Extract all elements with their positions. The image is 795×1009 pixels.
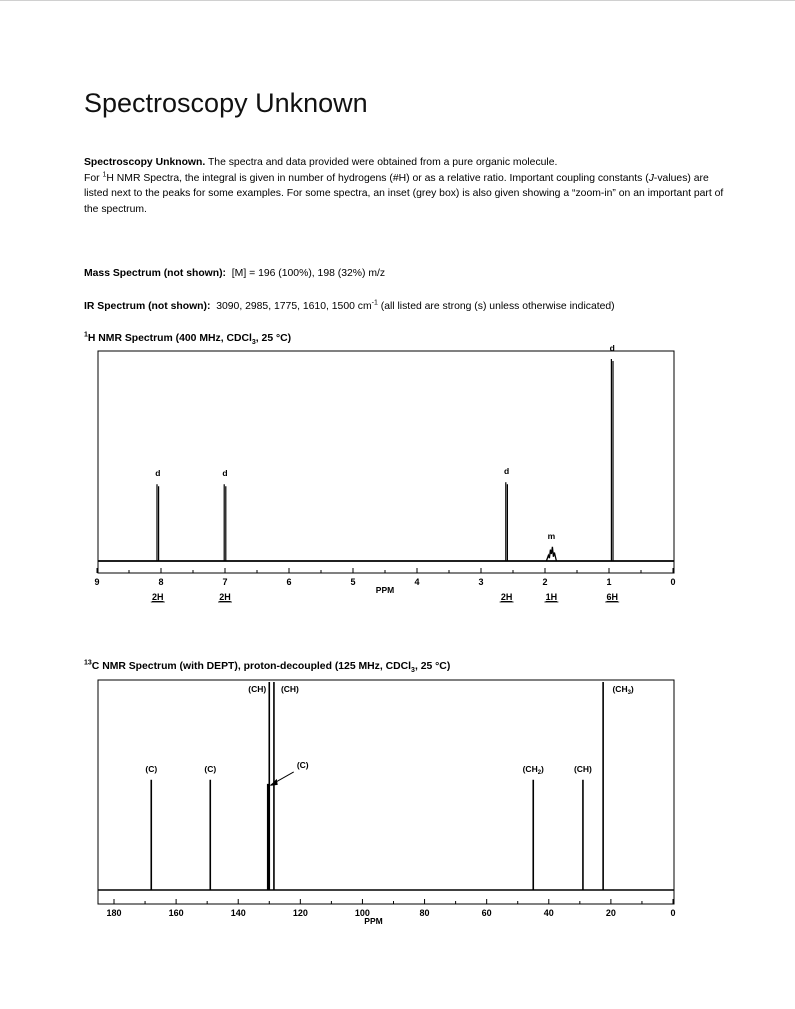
hnmr-tick-label: 9 [94, 577, 100, 587]
hnmr-tick-label: 6 [286, 577, 292, 587]
ir-unit-sup: -1 [371, 299, 378, 307]
cnmr-heading-post: , 25 °C) [414, 661, 451, 672]
hnmr-multiplicity-label: d [503, 466, 510, 477]
cnmr-heading-sub: 3 [411, 667, 415, 675]
intro-text-2a: For [84, 172, 103, 184]
cnmr-dept-label: (C) [204, 763, 217, 774]
hnmr-multiplicity-label: d [222, 468, 228, 479]
hnmr-tick-label: 7 [222, 577, 228, 587]
cnmr-dept-label: (CH) [248, 684, 267, 694]
hnmr-tick-label: 0 [670, 577, 676, 587]
cnmr-dept-label: (C) [145, 763, 158, 774]
cnmr-tick-label: 40 [543, 908, 554, 918]
cnmr-dept-label: (CH) [573, 763, 592, 774]
cnmr-dept-label: $(CH_3)$ [612, 684, 634, 696]
cnmr-tick-label: 120 [292, 908, 308, 918]
cnmr-heading-text: C NMR Spectrum (with DEPT), proton-decoupled (125 MHz, CDCl [91, 661, 412, 672]
hnmr-heading-post: , 25 °C) [255, 333, 292, 344]
mass-label: Mass Spectrum (not shown): [84, 268, 227, 279]
hnmr-integral-label: 2H [500, 592, 513, 602]
ir-note: (all listed are strong (s) unless otherwise indicated) [377, 301, 615, 312]
cnmr-tick-label: 0 [670, 908, 676, 918]
mass-spectrum-line [84, 268, 385, 279]
cnmr-xlabel: PPM [364, 916, 383, 926]
top-divider [0, 0, 795, 1]
hnmr-plot-frame [98, 351, 674, 573]
hnmr-tick-label: 1 [606, 577, 612, 587]
cnmr-tick-label: 140 [230, 908, 246, 918]
cnmr-tick-label: 80 [419, 908, 430, 918]
ir-label: IR Spectrum (not shown): [84, 301, 211, 312]
hnmr-xlabel: PPM [375, 585, 395, 595]
intro-j: J [648, 172, 654, 184]
hnmr-multiplicity-label: d [609, 345, 615, 353]
cnmr-dept-label: $(CH_2)$ [522, 763, 544, 776]
hnmr-peak [546, 547, 556, 561]
cnmr-dept-label: (C) [296, 759, 309, 770]
intro-text-2b: H NMR Spectra, the integral is given in number of hydrogens (#H) or as a relative ratio. Important coupling constants ( [106, 172, 649, 184]
cnmr-heading-sup: 13 [84, 659, 92, 667]
cnmr-spectrum-chart [80, 672, 690, 937]
hnmr-integral-label: 1H [545, 592, 558, 602]
hnmr-integral-label: 6H [606, 592, 618, 602]
hnmr-heading-text: H NMR Spectrum (400 MHz, CDCl [87, 333, 252, 344]
ir-value: 3090, 2985, 1775, 1610, 1500 cm [216, 301, 372, 312]
intro-text-1: The spectra and data provided were obtained from a pure organic molecule. [205, 157, 558, 168]
mass-value: [M] = 196 (100%), 198 (32%) m/z [231, 268, 386, 279]
intro-sup: 1 [102, 171, 107, 179]
ir-spectrum-line [84, 301, 615, 312]
cnmr-tick-label: 100 [354, 908, 370, 918]
page-title: Spectroscopy Unknown [84, 88, 368, 118]
cnmr-tick-label: 160 [168, 908, 184, 918]
intro-bold: Spectroscopy Unknown. [84, 157, 206, 168]
hnmr-multiplicity-label: d [155, 468, 161, 479]
cnmr-heading [84, 659, 451, 675]
hnmr-tick-label: 2 [542, 577, 548, 587]
cnmr-tick-label: 180 [106, 908, 122, 918]
cnmr-dept-label: (CH) [280, 684, 299, 694]
hnmr-tick-label: 4 [414, 577, 420, 587]
cnmr-tick-label: 60 [481, 908, 492, 918]
intro-text-2c: -values) are listed next to the peaks for some examples. For some spectra, an inset (grey box) is also given showing a “zoom-in” on an important part of the spectrum. [84, 172, 724, 215]
hnmr-multiplicity-label: m [547, 530, 556, 541]
hnmr-integral-label: 2H [152, 592, 164, 602]
hnmr-spectrum-chart [80, 345, 690, 610]
hnmr-tick-label: 3 [478, 577, 484, 587]
hnmr-heading-sub: 3 [251, 339, 256, 347]
cnmr-tick-label: 20 [605, 908, 616, 918]
hnmr-tick-label: 5 [350, 577, 356, 587]
hnmr-heading [84, 331, 292, 347]
intro-paragraph [84, 155, 724, 217]
cnmr-plot-frame [98, 680, 674, 904]
hnmr-tick-label: 8 [158, 577, 164, 587]
hnmr-heading-sup: 1 [84, 331, 88, 339]
hnmr-integral-label: 2H [219, 592, 231, 602]
